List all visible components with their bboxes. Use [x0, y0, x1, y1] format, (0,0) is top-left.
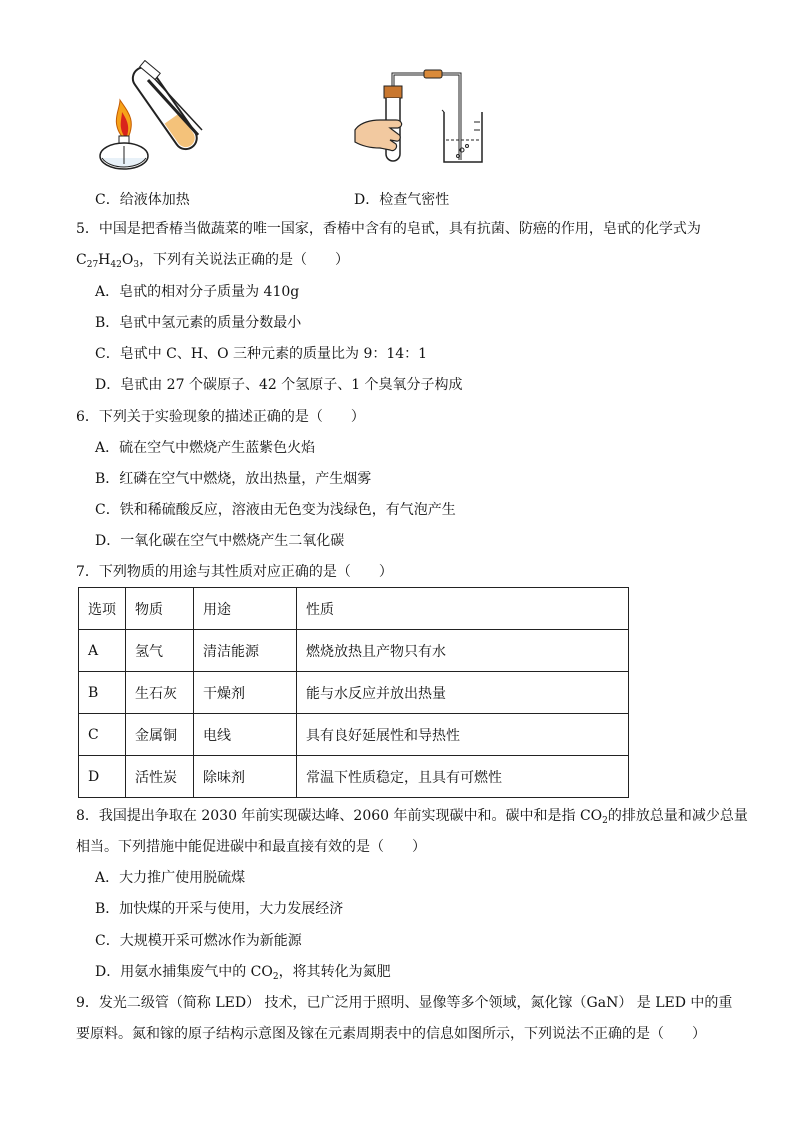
table-cell: 干燥剂 — [194, 672, 297, 714]
q8-stem-line1 — [76, 807, 748, 825]
table-cell: 常温下性质稳定，且具有可燃性 — [297, 756, 629, 798]
table-cell: 活性炭 — [126, 756, 194, 798]
table-header-row — [79, 588, 629, 630]
table-cell: 生石灰 — [126, 672, 194, 714]
q5-option-c: C．皂甙中 C、H、O 三种元素的质量比为 9：14：1 — [95, 346, 428, 362]
airtightness-check-figure — [350, 62, 495, 172]
table-header-cell: 物质 — [126, 588, 194, 630]
table-cell: 除味剂 — [194, 756, 297, 798]
q8-stem-b: 的排放总量和减少总量 — [607, 808, 748, 824]
table-cell: 清洁能源 — [194, 630, 297, 672]
q5-option-d: D．皂甙由 27 个碳原子、42 个氢原子、1 个臭氧分子构成 — [95, 377, 463, 393]
table-cell: 氢气 — [126, 630, 194, 672]
table-cell: C — [79, 714, 126, 756]
q7-table — [78, 587, 629, 798]
table-row — [79, 630, 629, 672]
q9-stem-line1: 9．发光二级管（简称 LED） 技术，已广泛用于照明、显像等多个领域，氮化镓（GaN） 是 LED 中的重 — [76, 995, 733, 1011]
table-cell: 金属铜 — [126, 714, 194, 756]
q8-option-a: A．大力推广使用脱硫煤 — [95, 870, 246, 886]
q5-stem-rest: ，下列有关说法正确的是（ ） — [139, 252, 350, 268]
q9-stem-line2: 要原料。氮和镓的原子结构示意图及镓在元素周期表中的信息如图所示，下列说法不正确的是（ ） — [76, 1026, 706, 1042]
table-row — [79, 672, 629, 714]
q5-stem-line1: 5．中国是把香椿当做蔬菜的唯一国家，香椿中含有的皂甙，具有抗菌、防癌的作用，皂甙的化学式为 — [76, 221, 701, 237]
q8-option-d — [95, 963, 391, 981]
q6-stem: 6．下列关于实验现象的描述正确的是（ ） — [76, 409, 365, 425]
q5-stem-line2 — [76, 251, 349, 269]
formula-c: C — [76, 252, 87, 268]
q7-stem: 7．下列物质的用途与其性质对应正确的是（ ） — [76, 564, 393, 580]
table-header-cell: 选项 — [79, 588, 126, 630]
q6-option-d: D．一氧化碳在空气中燃烧产生二氧化碳 — [95, 533, 345, 549]
table-cell: B — [79, 672, 126, 714]
q6-option-b: B．红磷在空气中燃烧，放出热量，产生烟雾 — [95, 471, 372, 487]
q5-option-a: A．皂甙的相对分子质量为 410g — [95, 284, 300, 300]
formula-c-sub: 27 — [86, 260, 99, 270]
table-row — [79, 756, 629, 798]
q8-option-d-a: D．用氨水捕集废气中的 CO — [95, 964, 273, 980]
q6-option-a: A．硫在空气中燃烧产生蓝紫色火焰 — [95, 440, 316, 456]
co2-sub: 2 — [602, 816, 608, 826]
table-header-cell: 性质 — [297, 588, 629, 630]
heating-liquid-figure — [90, 60, 215, 175]
formula-o: O — [121, 252, 134, 268]
q8-stem-line2: 相当。下列措施中能促进碳中和最直接有效的是（ ） — [76, 839, 426, 855]
q6-option-c: C．铁和稀硫酸反应，溶液由无色变为浅绿色，有气泡产生 — [95, 502, 456, 518]
formula-o-sub: 3 — [133, 260, 140, 270]
table-cell: 具有良好延展性和导热性 — [297, 714, 629, 756]
q8-option-c: C．大规模开采可燃冰作为新能源 — [95, 933, 302, 949]
table-cell: A — [79, 630, 126, 672]
formula-h: H — [98, 252, 111, 268]
table-header-cell: 用途 — [194, 588, 297, 630]
table-cell: D — [79, 756, 126, 798]
figure-c-caption: C．给液体加热 — [95, 192, 190, 208]
q5-option-b: B．皂甙中氢元素的质量分数最小 — [95, 315, 302, 331]
q8-stem-a: 8．我国提出争取在 2030 年前实现碳达峰、2060 年前实现碳中和。碳中和是指 CO — [76, 808, 603, 824]
table-row — [79, 714, 629, 756]
table-cell: 能与水反应并放出热量 — [297, 672, 629, 714]
table-cell: 燃烧放热且产物只有水 — [297, 630, 629, 672]
q8-option-d-b: ，将其转化为氮肥 — [278, 964, 391, 980]
co2-sub: 2 — [272, 972, 279, 982]
table-cell: 电线 — [194, 714, 297, 756]
figure-d-caption: D．检查气密性 — [354, 192, 450, 208]
q8-option-b: B．加快煤的开采与使用，大力发展经济 — [95, 901, 344, 917]
formula-h-sub: 42 — [110, 260, 122, 270]
